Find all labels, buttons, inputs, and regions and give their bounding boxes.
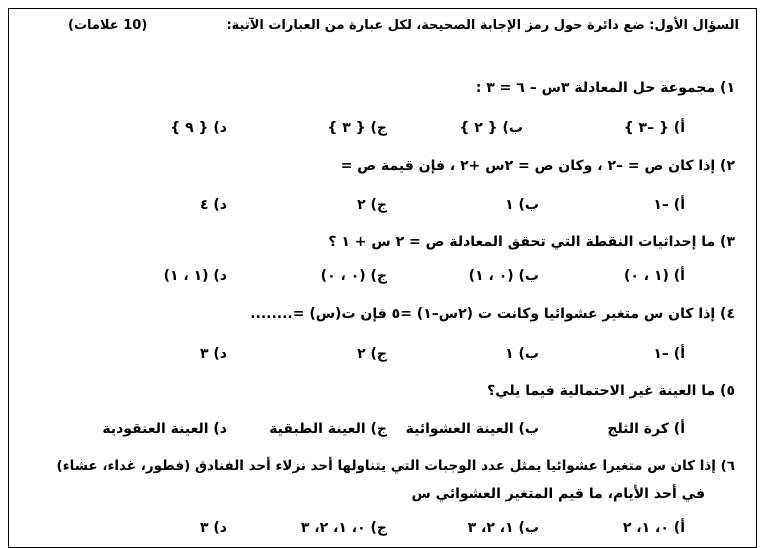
question-6-text-line1: ٦) إذا كان س متغيرا عشوائيا يمثل عدد الوجبات التي يتناولها أحد نزلاء أحد الفنادق (فطور، غداء، عشاء) xyxy=(56,458,735,474)
q4-option-b[interactable]: ب) ١ xyxy=(505,346,539,362)
q3-option-a[interactable]: أ) (١ ، ٠) xyxy=(623,268,685,284)
q1-option-a[interactable]: أ) { –٣ } xyxy=(623,120,685,136)
question-2-text: ٢) إذا كان ص = –٢ ، وكان ص = ٢س +٢ ، فإن قيمة ص = xyxy=(340,158,735,174)
q6-option-a[interactable]: أ) ٠، ١، ٢ xyxy=(622,520,685,536)
question-3-text: ٣) ما إحداثيات النقطة التي تحقق المعادلة ص = ٢ س + ١ ؟ xyxy=(328,234,735,250)
question-5-text: ٥) ما العينة غير الاحتمالية فيما يلي؟ xyxy=(487,383,735,399)
q5-option-d[interactable]: د) العينة العنقودية xyxy=(102,421,227,437)
q3-option-c[interactable]: ج) (٠ ، ٠) xyxy=(320,268,387,284)
q5-option-b[interactable]: ب) العينة العشوائية xyxy=(405,421,539,437)
q6-option-c[interactable]: ج) ٠، ١، ٢، ٣ xyxy=(300,520,387,536)
q5-option-a[interactable]: أ) كرة الثلج xyxy=(607,421,685,437)
q4-option-d[interactable]: د) ٣ xyxy=(199,346,227,362)
q2-option-c[interactable]: ج) ٢ xyxy=(357,197,387,213)
q1-option-d[interactable]: د) { ٩ } xyxy=(170,120,227,136)
marks-label: (10 علامات) xyxy=(68,18,148,33)
q3-option-d[interactable]: د) (١ ، ١) xyxy=(163,268,227,284)
q1-option-b[interactable]: ب) { ٢ } xyxy=(459,120,523,136)
q4-option-a[interactable]: أ) –١ xyxy=(653,346,685,362)
q2-option-d[interactable]: د) ٤ xyxy=(199,197,227,213)
q3-option-b[interactable]: ب) (٠ ، ١) xyxy=(468,268,539,284)
q6-option-b[interactable]: ب) ١، ٢، ٣ xyxy=(467,520,539,536)
question-title: السؤال الأول: ضع دائرة حول رمز الإجابة الصحيحة، لكل عبارة من العبارات الآتية: xyxy=(226,18,739,33)
q2-option-a[interactable]: أ) –١ xyxy=(653,197,685,213)
question-1-text: ١) مجموعة حل المعادلة ٣س – ٦ = ٣ : xyxy=(475,80,735,96)
question-4-text: ٤) إذا كان س متغير عشوائيا وكانت ت (٢س–١) =٥ فإن ت(س) =........ xyxy=(250,306,735,322)
question-6-text-line2: في أحد الأيام، ما قيم المتغير العشوائي س xyxy=(411,486,705,502)
q6-option-d[interactable]: د) ٣ xyxy=(199,520,227,536)
q2-option-b[interactable]: ب) ١ xyxy=(505,197,539,213)
q4-option-c[interactable]: ج) ٢ xyxy=(357,346,387,362)
q5-option-c[interactable]: ج) العينة الطبقية xyxy=(269,421,387,437)
q1-option-c[interactable]: ج) { ٣ } xyxy=(327,120,387,136)
